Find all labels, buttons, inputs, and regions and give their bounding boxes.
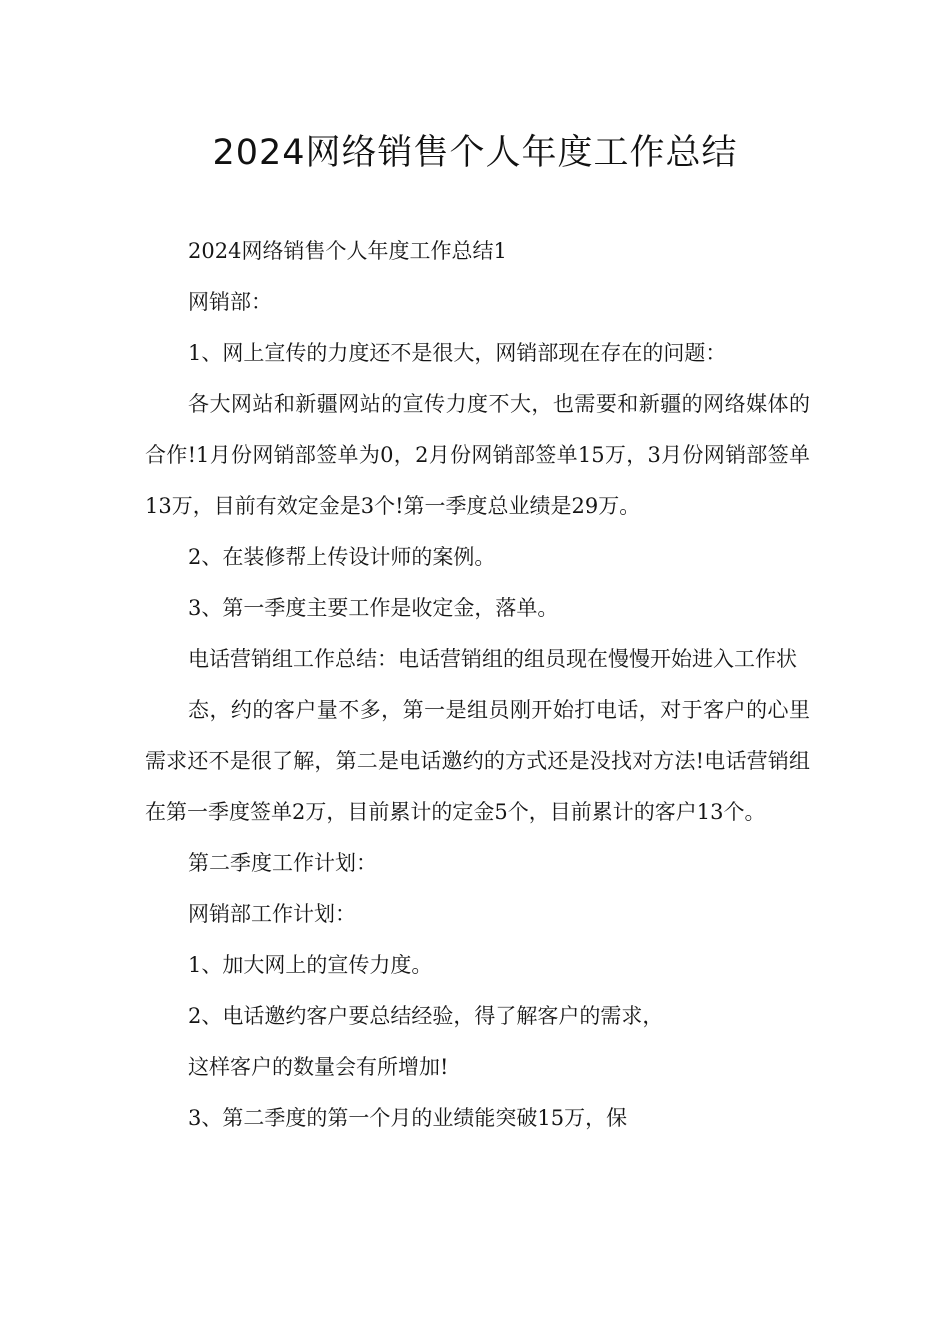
paragraph-item-1: 1、网上宣传的力度还不是很大，网销部现在存在的问题：: [188, 341, 727, 365]
paragraph-plan-item-3: 3、第二季度的第一个月的业绩能突破15万，保: [188, 1106, 628, 1130]
paragraph-section-heading: 2024网络销售个人年度工作总结1: [188, 239, 507, 263]
paragraph-phone-sales-details: 态，约的客户量不多，第一是组员刚开始打电话，对于客户的心里需求还不是很了解，第二是电话邀约的方式还是没找对方法!电话营销组在第一季度签单2万，目前累计的定金5个，目前累计的客户13个。: [145, 698, 810, 824]
paragraph-department-label: 网销部：: [188, 290, 272, 314]
document-body: [145, 226, 810, 1144]
paragraph-plan-item-2-continued: 这样客户的数量会有所增加!: [188, 1055, 449, 1079]
paragraph-plan-item-1: 1、加大网上的宣传力度。: [188, 953, 433, 977]
paragraph-plan-item-2: 2、电话邀约客户要总结经验，得了解客户的需求，: [188, 1004, 664, 1028]
paragraph-department-plan-heading: 网销部工作计划：: [188, 902, 356, 926]
paragraph-phone-sales-summary: 电话营销组工作总结：电话营销组的组员现在慢慢开始进入工作状: [188, 647, 797, 671]
paragraph-promotion-details: 各大网站和新疆网站的宣传力度不大，也需要和新疆的网络媒体的合作!1月份网销部签单为0，2月份网销部签单15万，3月份网销部签单13万，目前有效定金是3个!第一季度总业绩是29万。: [145, 392, 810, 518]
paragraph-q2-plan-heading: 第二季度工作计划：: [188, 851, 377, 875]
paragraph-item-2: 2、在装修帮上传设计师的案例。: [188, 545, 496, 569]
paragraph-item-3: 3、第一季度主要工作是收定金，落单。: [188, 596, 559, 620]
document-title: 2024网络销售个人年度工作总结: [212, 133, 738, 173]
